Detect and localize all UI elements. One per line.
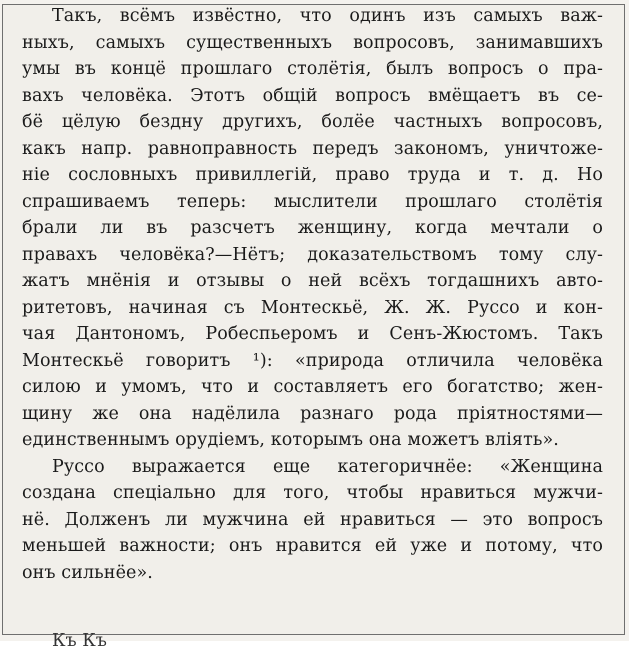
- paragraph1-line: брали ли въ разсчетъ женщину, когда мечтали о: [22, 218, 603, 238]
- paragraph1-line: какъ напр. равноправность передъ закономъ, уничтоже-: [22, 138, 603, 159]
- paragraph1-line: щину же она надёлила разнаго рода пріятностями—: [22, 403, 603, 424]
- paragraph2-line: Руссо выражается еще категоричнёе: «Женщина: [52, 456, 603, 477]
- paragraph1-line: единственнымъ орудіемъ, которымъ она можетъ вліять».: [22, 430, 559, 450]
- paragraph1-line: Монтескьё говоритъ ¹): «природа отличила человёка: [22, 350, 603, 371]
- paragraph1-line: силою и умомъ, что и составляетъ его богатство; жен-: [22, 377, 603, 397]
- paragraph1-line: вахъ человёка. Этотъ общій вопросъ вмёщаетъ въ се-: [22, 85, 603, 106]
- paragraph1-line: Такъ, всёмъ извёстно, что одинъ изъ самыхъ важ-: [52, 6, 603, 26]
- paragraph1-line: умы въ концё прошлаго столётія, былъ вопросъ о пра-: [22, 59, 603, 79]
- paragraph2-line: создана спеціально для того, чтобы нравиться мужчи-: [22, 483, 603, 503]
- paragraph2-line: нё. Долженъ ли мужчина ей нравиться — это вопросъ: [22, 509, 603, 530]
- paragraph1-line: спрашиваемъ теперь: мыслители прошлаго столётія: [22, 191, 603, 212]
- paragraph1-line: правахъ человёка?—Нётъ; доказательствомъ тому слу-: [22, 244, 603, 265]
- cropped-next-line: [52, 624, 612, 651]
- cropped-next-line-text: Къ Къ: [52, 631, 107, 651]
- paragraph2-line: меньшей важности; онъ нравится ей уже и потому, что: [22, 536, 603, 556]
- paragraph1-line: ритетовъ, начиная съ Монтескьё, Ж. Ж. Руссо и кон-: [22, 297, 603, 318]
- paragraph1-line: жатъ мнёнія и отзывы о ней всёхъ тогдашнихъ авто-: [22, 271, 603, 291]
- paragraph1-line: ныхъ, самыхъ существенныхъ вопросовъ, занимавшихъ: [22, 32, 603, 53]
- paragraph2-line: онъ сильнёе».: [22, 562, 153, 583]
- paragraph1-line: бё цёлую бездну другихъ, болёе частныхъ вопросовъ,: [22, 112, 603, 132]
- paragraph1-line: ніе сословныхъ привиллегій, право труда и т. д. Но: [22, 165, 603, 185]
- paragraph1-line: чая Дантономъ, Робеспьеромъ и Сенъ-Жюстомъ. Такъ: [22, 324, 603, 344]
